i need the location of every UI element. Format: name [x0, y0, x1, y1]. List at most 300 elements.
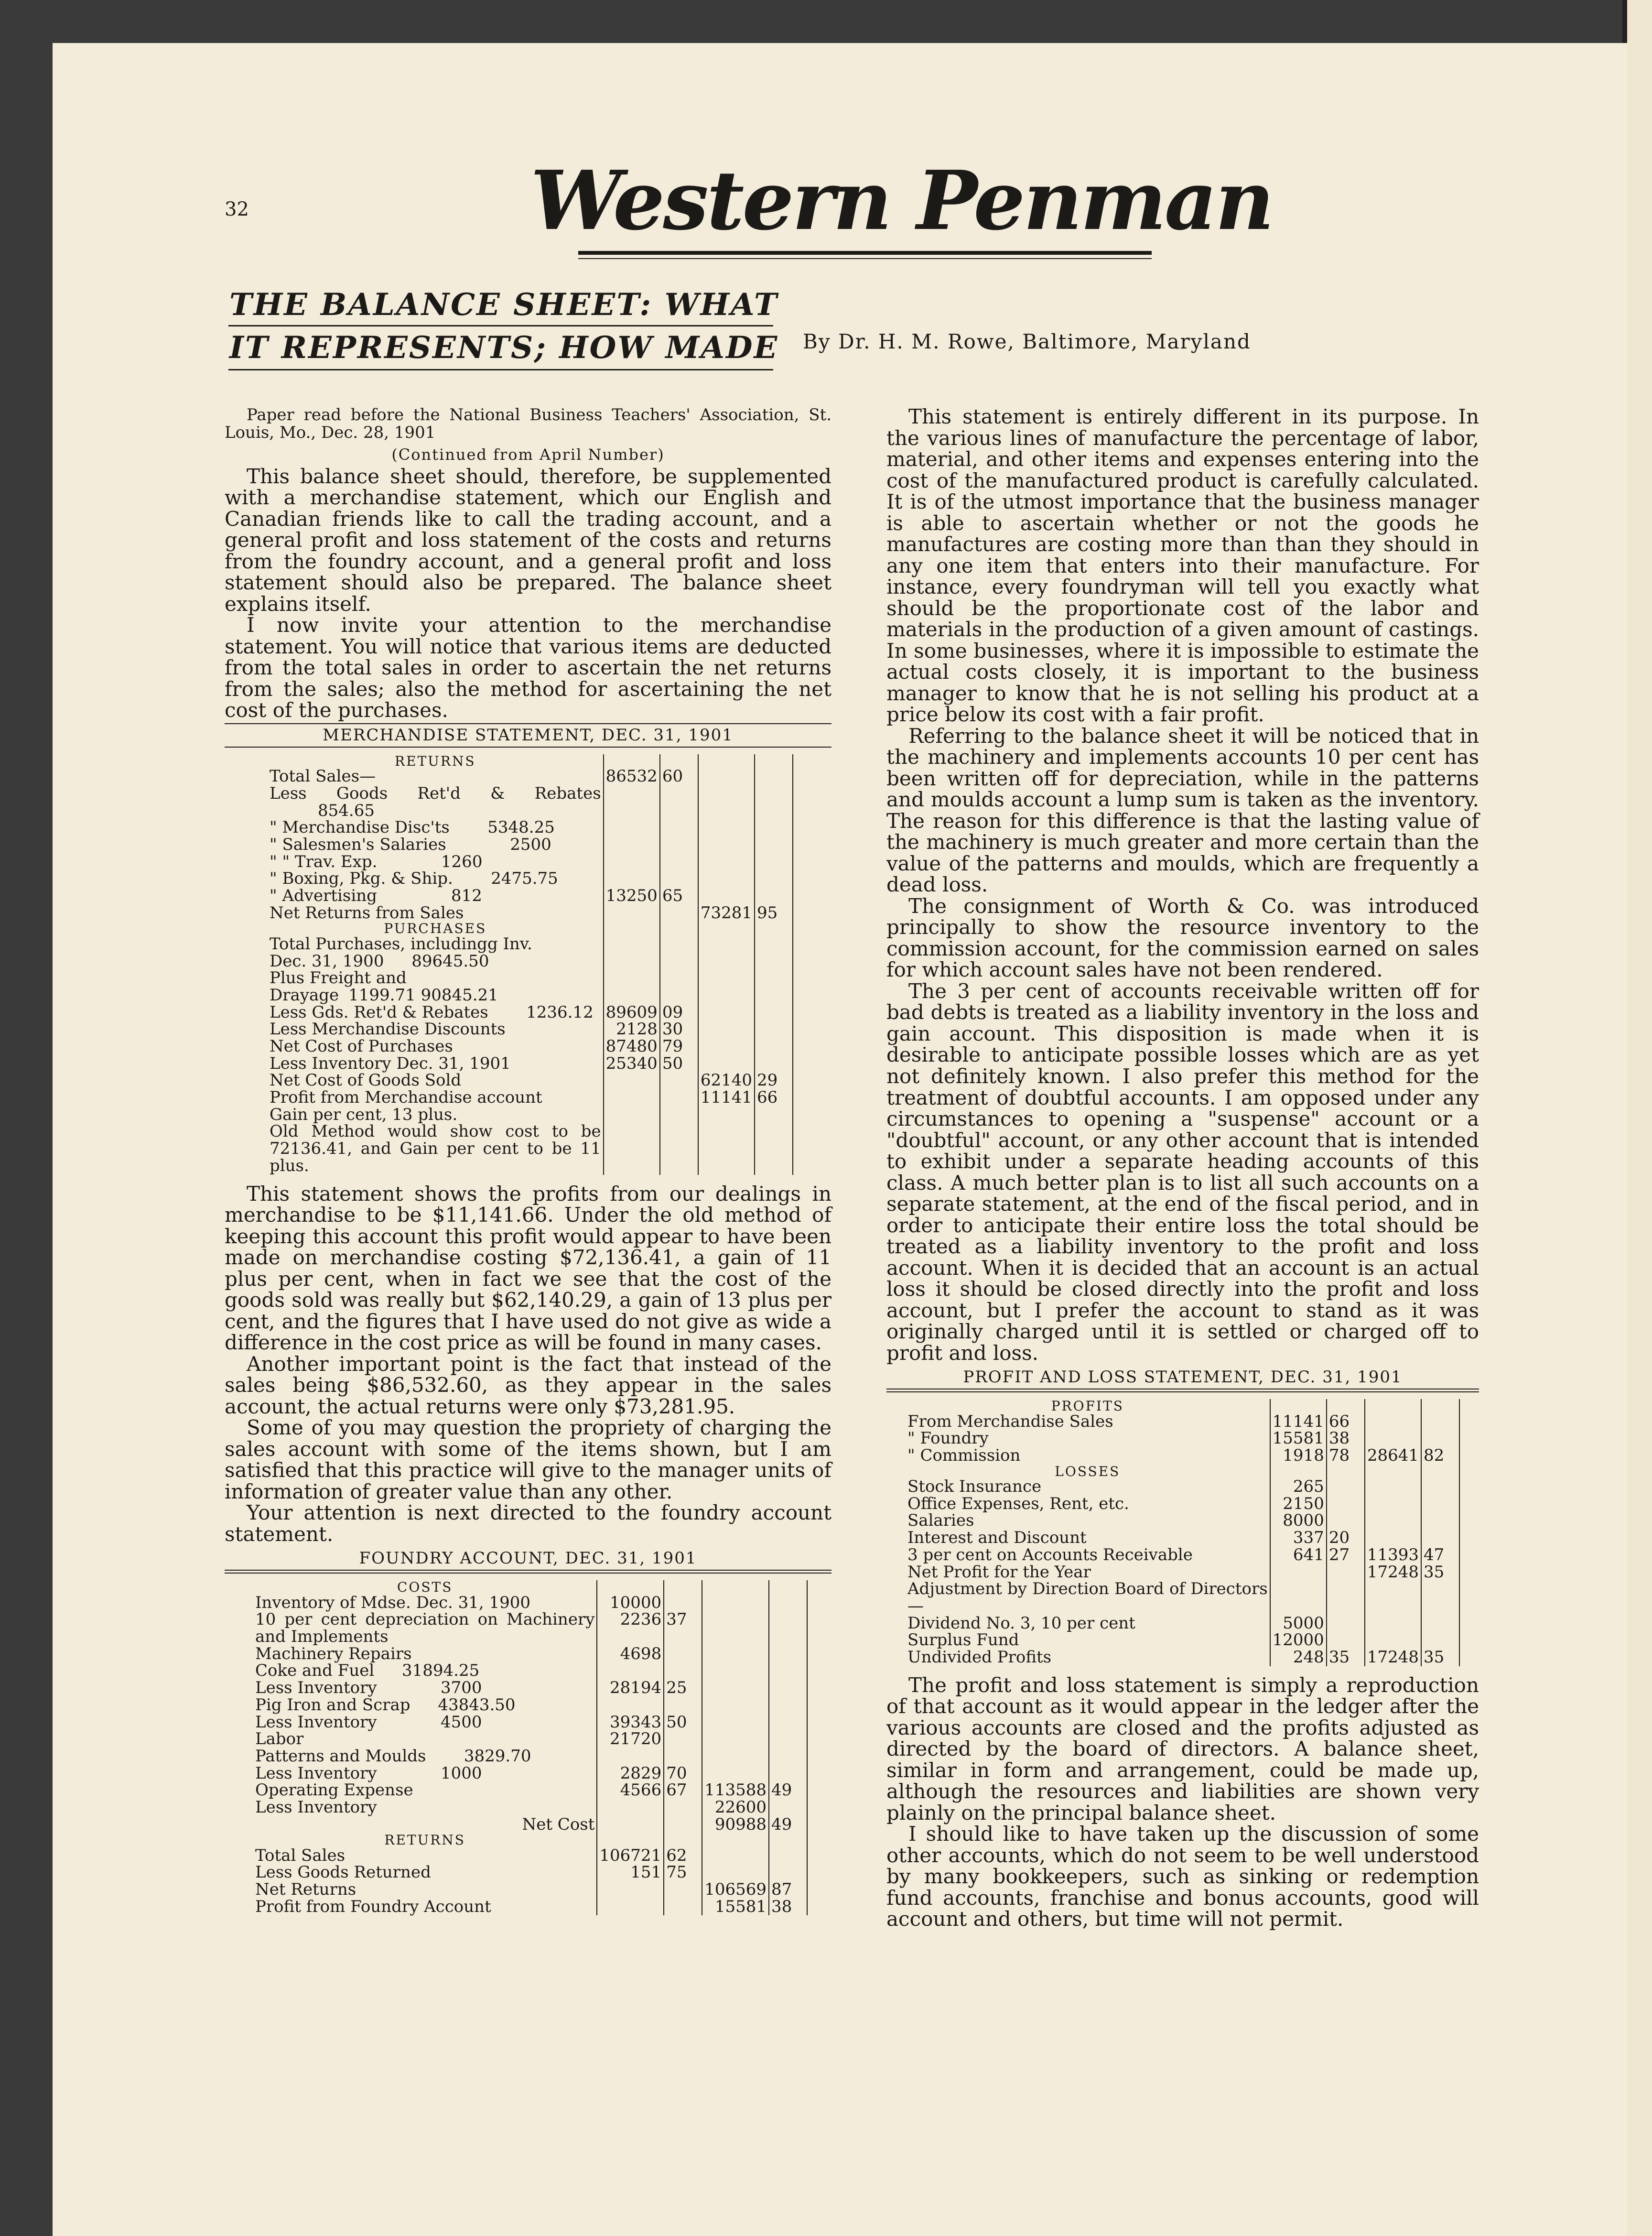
total-cents-cell: 38 [769, 1899, 807, 1916]
left-paragraphs-2 [225, 1183, 831, 1545]
table-row [253, 1611, 807, 1645]
table-row [268, 1004, 793, 1021]
amount-cell [1270, 1399, 1327, 1413]
table-row [268, 870, 793, 888]
amount-cell: 89609 [604, 1004, 660, 1021]
row-label: Adjustment by Direction Board of Directors— [907, 1579, 1268, 1616]
amount-cell [604, 987, 660, 1004]
total-cell [698, 1123, 755, 1174]
table-row [906, 1632, 1459, 1649]
cents-cell [660, 953, 698, 970]
amount-cell: 4566 [597, 1782, 664, 1799]
row-label: Stock Insurance [907, 1477, 1042, 1497]
cents-cell [660, 1089, 698, 1107]
total-cents-cell [755, 936, 793, 953]
amount-cell: 2128 [604, 1021, 660, 1038]
row-description [253, 1662, 597, 1680]
row-subamount: 2500 [510, 835, 551, 855]
cents-cell [660, 922, 698, 935]
total-cell [702, 1611, 769, 1645]
total-cents-cell [769, 1731, 807, 1748]
total-cell [1365, 1512, 1421, 1530]
row-description [253, 1697, 597, 1714]
total-cell [1365, 1478, 1421, 1496]
table-row [268, 836, 793, 854]
cents-cell: 60 [660, 768, 698, 785]
cents-cell [660, 1123, 698, 1174]
total-cell [698, 987, 755, 1004]
row-label: Salaries [907, 1511, 974, 1530]
row-description [253, 1816, 597, 1834]
amount-cell [597, 1580, 664, 1594]
amount-cell: 641 [1270, 1547, 1327, 1564]
total-cell [1365, 1615, 1421, 1632]
row-label: Net Profit for the Year [907, 1562, 1091, 1582]
title-rule [228, 325, 773, 326]
total-cell [702, 1714, 769, 1731]
row-description [268, 1089, 604, 1107]
total-cents-cell [755, 836, 793, 854]
total-cents-cell: 82 [1421, 1447, 1459, 1465]
row-label: Net Returns [255, 1880, 356, 1900]
row-description [268, 953, 604, 970]
row-label: Net Cost [522, 1814, 595, 1834]
section-heading: RETURNS [384, 1832, 465, 1848]
cents-cell: 65 [660, 888, 698, 905]
amount-cell: 106721 [597, 1847, 664, 1865]
row-description [253, 1595, 597, 1612]
cents-cell: 27 [1327, 1547, 1365, 1564]
total-cents-cell [769, 1864, 807, 1881]
total-cell: 15581 [702, 1899, 769, 1916]
row-description [253, 1714, 597, 1731]
section-heading: RETURNS [395, 753, 476, 769]
amount-cell [604, 870, 660, 888]
total-cents-cell [769, 1799, 807, 1816]
amount-cell: 12000 [1270, 1632, 1327, 1649]
row-description [268, 819, 604, 836]
cents-cell [1327, 1512, 1365, 1530]
amount-cell: 2236 [597, 1611, 664, 1645]
row-description [906, 1564, 1270, 1581]
total-cents-cell [755, 1107, 793, 1124]
row-label: Less Inventory [255, 1763, 377, 1783]
paragraph: I now invite your attention to the merchandise statement. You will notice that various items are deducted from the total sales in order to ascertain the net returns from the sales; also the method for ascertaining the net cost of the purchases. [225, 613, 831, 722]
amount-cell [1270, 1564, 1327, 1581]
total-cents-cell [769, 1595, 807, 1612]
total-cell [698, 870, 755, 888]
amount-cell: 13250 [604, 888, 660, 905]
amount-cell [1270, 1581, 1327, 1615]
row-label: Less Goods Ret'd & Rebates [270, 783, 601, 803]
row-description [268, 768, 604, 785]
total-cell [1365, 1632, 1421, 1649]
cents-cell: 09 [660, 1004, 698, 1021]
cents-cell [664, 1580, 702, 1594]
paragraph: Your attention is next directed to the foundry account statement. [225, 1501, 831, 1546]
row-label: Surplus Fund [907, 1630, 1019, 1650]
cents-cell [660, 987, 698, 1004]
total-cents-cell [1421, 1413, 1459, 1431]
amount-cell [597, 1748, 664, 1765]
total-cell: 11393 [1365, 1547, 1421, 1564]
row-description [253, 1646, 597, 1663]
total-cents-cell [769, 1662, 807, 1680]
total-cell: 90988 [702, 1816, 769, 1834]
amount-cell [604, 754, 660, 768]
table-row [253, 1864, 807, 1881]
table-row [906, 1581, 1459, 1615]
paragraph: Another important point is the fact that instead of the sales being $86,532.60, as they appear in the sales account, the actual returns were only $73,281.95. [225, 1352, 831, 1418]
total-cents-cell [755, 1021, 793, 1038]
row-description [906, 1530, 1270, 1547]
row-label: Inventory of Mdse. Dec. 31, 1900 [255, 1593, 531, 1612]
row-label: Net Cost of Purchases [270, 1037, 453, 1056]
total-cents-cell: 95 [755, 905, 793, 922]
total-cell [702, 1731, 769, 1748]
total-cell: 22600 [702, 1799, 769, 1816]
row-label: " Salesmen's Salaries [270, 835, 446, 855]
total-cell [698, 922, 755, 935]
amount-cell: 265 [1270, 1478, 1327, 1496]
total-cents-cell: 29 [755, 1072, 793, 1089]
total-cell [702, 1864, 769, 1881]
total-cents-cell [769, 1748, 807, 1765]
total-cell [698, 1107, 755, 1124]
row-subamount: 3829.70 [464, 1746, 531, 1766]
cents-cell [660, 785, 698, 819]
amount-cell [604, 1072, 660, 1089]
cents-cell: 25 [664, 1680, 702, 1697]
amount-cell: 25340 [604, 1055, 660, 1073]
total-cents-cell [755, 1004, 793, 1021]
row-label: Drayage [270, 985, 339, 1005]
section-heading-row [906, 1465, 1459, 1478]
total-cents-cell [755, 970, 793, 987]
cents-cell [1327, 1496, 1365, 1513]
row-label: Old Method would show cost to be 72136.41, and Gain per cent to be 11 plus. [270, 1122, 601, 1175]
total-cents-cell [769, 1697, 807, 1714]
section-heading: PURCHASES [384, 921, 487, 937]
row-description [268, 987, 604, 1004]
total-cell [1365, 1530, 1421, 1547]
total-cents-cell [1421, 1399, 1459, 1413]
row-label: Gain per cent, 13 plus. [270, 1105, 458, 1124]
row-label: " Merchandise Disc'ts [270, 818, 450, 837]
row-description [253, 1611, 597, 1645]
table-row [268, 1055, 793, 1073]
table-row [268, 936, 793, 953]
total-cell [702, 1847, 769, 1865]
profit-loss-table [906, 1399, 1460, 1666]
foundry-account-table [253, 1580, 808, 1915]
right-paragraphs-2 [886, 1675, 1479, 1930]
cents-cell: 62 [664, 1847, 702, 1865]
row-label: Profit from Foundry Account [255, 1897, 491, 1916]
table-row [268, 1021, 793, 1038]
total-cents-cell [769, 1714, 807, 1731]
amount-cell: 39343 [597, 1714, 664, 1731]
amount-cell [597, 1816, 664, 1834]
table-row [268, 987, 793, 1004]
row-label: Plus Freight and [270, 968, 407, 988]
total-cents-cell [769, 1765, 807, 1782]
total-cents-cell [769, 1847, 807, 1865]
row-label: " Commission [907, 1446, 1021, 1465]
cents-cell [664, 1662, 702, 1680]
row-description [268, 870, 604, 888]
table-row [253, 1847, 807, 1865]
total-cell [702, 1646, 769, 1663]
amount-cell: 10000 [597, 1595, 664, 1612]
amount-cell: 151 [597, 1864, 664, 1881]
row-subamount: 1000 [441, 1763, 482, 1783]
row-description [906, 1413, 1270, 1431]
amount-cell [604, 1123, 660, 1174]
total-cell: 17248 [1365, 1564, 1421, 1581]
total-cents-cell [755, 854, 793, 871]
cents-cell [660, 905, 698, 922]
amount-cell: 4698 [597, 1646, 664, 1663]
cents-cell: 67 [664, 1782, 702, 1799]
paragraph: This statement is entirely different in its purpose. In the various lines of manufacture the percentage of labor, material, and other items and expenses entering into the cost of the manufactured product is carefully calculated. It is of the utmost importance that the business manager is able to ascertain whether or not the goods he manufactures are costing more than than they should in any one item that enters into their manufacture. For instance, every foundryman will tell you exactly what should be the proportionate cost of the labor and materials in the production of a given amount of castings. In some businesses, where it is impossible to estimate the actual costs closely, it is important to the business manager to know that he is not selling his product at a price below its cost with a fair profit. [886, 405, 1479, 727]
total-cell [1365, 1465, 1421, 1478]
cents-cell [664, 1881, 702, 1899]
cents-cell: 37 [664, 1611, 702, 1645]
amount-cell: 337 [1270, 1530, 1327, 1547]
article-title-line1: THE BALANCE SHEET: WHAT [229, 287, 778, 323]
table-row [906, 1413, 1459, 1431]
total-cents-cell [755, 819, 793, 836]
row-description [268, 1072, 604, 1089]
table-row [268, 1123, 793, 1174]
total-cents-cell: 87 [769, 1881, 807, 1899]
total-cents-cell: 35 [1421, 1564, 1459, 1581]
article-title-line2: IT REPRESENTS; HOW MADE [229, 330, 779, 366]
table-row [906, 1564, 1459, 1581]
table-row [906, 1430, 1459, 1447]
total-cell [702, 1680, 769, 1697]
table-row [268, 888, 793, 905]
total-cell [702, 1595, 769, 1612]
row-subamount: 854.65 [318, 801, 375, 820]
amount-cell [604, 970, 660, 987]
row-label: From Merchandise Sales [907, 1411, 1113, 1431]
total-cell [698, 888, 755, 905]
row-subamount: 5348.25 [487, 818, 555, 837]
cents-cell [664, 1697, 702, 1714]
total-cents-cell [1421, 1512, 1459, 1530]
amount-cell [597, 1662, 664, 1680]
amount-cell [604, 836, 660, 854]
total-cell [1365, 1399, 1421, 1413]
row-label: 3 per cent on Accounts Receivable [907, 1545, 1193, 1564]
cents-cell: 79 [660, 1038, 698, 1055]
total-cell [698, 953, 755, 970]
row-description [906, 1615, 1270, 1632]
row-description [253, 1847, 597, 1865]
section-heading: PROFITS [1051, 1398, 1124, 1414]
table-row [268, 1072, 793, 1089]
total-cents-cell: 47 [1421, 1547, 1459, 1564]
byline: By Dr. H. M. Rowe, Baltimore, Maryland [803, 330, 1251, 353]
table-row [906, 1447, 1459, 1465]
total-cell [698, 1038, 755, 1055]
paragraph: The 3 per cent of accounts receivable written off for bad debts is treated as a liability inventory in the loss and gain account. This disposition is made when it is desirable to anticipate possible losses which are as yet not definitely known. I also prefer this method for the treatment of doubtful accounts. I am opposed under any circumstances to opening a "suspense" account or a "doubtful" account, or any other account that is intended to exhibit under a separate heading accounts of this class. A much better plan is to list all such accounts on a separate statement, at the end of the fiscal period, and in order to anticipate their entire loss the total should be treated as a liability inventory to the profit and loss account. When it is decided that an account is an actual loss it should be closed directly into the profit and loss account, but I prefer the account to stand as it was originally charged until it is settled or charged off to profit and loss. [886, 979, 1479, 1365]
row-subamount: 1260 [441, 852, 483, 871]
row-description [906, 1512, 1270, 1530]
cents-cell [660, 819, 698, 836]
amount-cell [604, 854, 660, 871]
total-cell [698, 936, 755, 953]
row-subamount: 89645.50 [411, 951, 489, 971]
table-row [906, 1478, 1459, 1496]
row-label: Less Inventory [255, 1678, 377, 1698]
total-cell [1365, 1496, 1421, 1513]
total-cents-cell [755, 754, 793, 768]
row-description [268, 785, 604, 819]
masthead-underline [578, 251, 1152, 255]
row-description [906, 1547, 1270, 1564]
table-row [253, 1816, 807, 1834]
table-row [268, 1038, 793, 1055]
cents-cell [660, 970, 698, 987]
amount-cell [597, 1881, 664, 1899]
masthead-logo [502, 143, 1273, 268]
table-row [906, 1530, 1459, 1547]
total-cell: 113588 [702, 1782, 769, 1799]
section-heading: LOSSES [1055, 1463, 1121, 1479]
total-cell [698, 1055, 755, 1073]
row-label: " Advertising [270, 886, 377, 906]
total-cell [1365, 1581, 1421, 1615]
amount-cell: 11141 [1270, 1413, 1327, 1431]
continued-note: (Continued from April Number) [391, 445, 665, 464]
cents-cell [660, 854, 698, 871]
table-row [906, 1547, 1459, 1564]
row-label: Less Inventory Dec. 31, 1901 [270, 1053, 511, 1073]
row-label: Net Returns from Sales [270, 903, 464, 923]
amount-cell: 87480 [604, 1038, 660, 1055]
total-cents-cell [1421, 1430, 1459, 1447]
paragraph: I should like to have taken up the discussion of some other accounts, which do not seem to be well understood by many bookkeepers, such as sinking or redemption fund accounts, franchise and bonus accounts, good will account and others, but time will not permit. [886, 1822, 1479, 1931]
row-description [906, 1496, 1270, 1513]
row-description [906, 1632, 1270, 1649]
cents-cell: 70 [664, 1765, 702, 1782]
cents-cell: 35 [1327, 1649, 1365, 1666]
amount-cell [597, 1833, 664, 1847]
row-description [906, 1478, 1270, 1496]
row-subamount: 31894.25 [402, 1661, 480, 1681]
amount-cell [604, 936, 660, 953]
total-cell: 73281 [698, 905, 755, 922]
cents-cell: 75 [664, 1864, 702, 1881]
cents-cell [664, 1799, 702, 1816]
total-cents-cell [755, 768, 793, 785]
row-description [906, 1649, 1270, 1666]
row-description [906, 1447, 1270, 1465]
row-description [268, 970, 604, 987]
section-heading-row [253, 1580, 807, 1594]
profit-loss-caption: PROFIT AND LOSS STATEMENT, DEC. 31, 1901 [963, 1368, 1403, 1387]
total-cell [1365, 1413, 1421, 1431]
cents-cell [1327, 1581, 1365, 1615]
table-row [253, 1595, 807, 1612]
row-label: Total Purchases, includingg Inv. [270, 934, 532, 954]
title-rule [228, 369, 773, 370]
row-label: " Boxing, Pkg. & Ship. [270, 869, 453, 889]
cents-cell: 20 [1327, 1530, 1365, 1547]
table-row [253, 1881, 807, 1899]
row-description [253, 1899, 597, 1916]
row-subamount: 4500 [441, 1712, 482, 1732]
total-cell [698, 819, 755, 836]
total-cents-cell [1421, 1478, 1459, 1496]
cents-cell [664, 1731, 702, 1748]
row-subamount: 3700 [441, 1678, 482, 1698]
row-description [268, 936, 604, 953]
table-row [253, 1899, 807, 1916]
cents-cell [664, 1816, 702, 1834]
total-cents-cell [1421, 1530, 1459, 1547]
right-column [886, 406, 1479, 1930]
total-cents-cell [1421, 1632, 1459, 1649]
table-row [253, 1697, 807, 1714]
row-description [253, 1765, 597, 1782]
table-row [268, 970, 793, 987]
row-label: Less Merchandise Discounts [270, 1020, 506, 1039]
amount-cell [604, 1089, 660, 1107]
row-description [253, 1680, 597, 1697]
row-description [268, 888, 604, 905]
paragraph: The profit and loss statement is simply a reproduction of that account as it would appear in the ledger after the various accounts are closed and the profits adjusted as directed by the board of directors. A balance sheet, similar in form and arrangement, could be made up, although the resources and liabilities are shown very plainly on the principal balance sheet. [886, 1673, 1479, 1824]
table-row [268, 1107, 793, 1124]
row-label: Patterns and Moulds [255, 1746, 426, 1766]
table-row [253, 1748, 807, 1765]
row-label: " Foundry [907, 1429, 989, 1448]
row-label: Pig Iron and Scrap [255, 1695, 410, 1715]
row-description [906, 1581, 1270, 1615]
cents-cell [664, 1646, 702, 1663]
cents-cell: 50 [660, 1055, 698, 1073]
amount-cell [597, 1697, 664, 1714]
paragraph: Some of you may question the propriety of charging the sales account with some of the items shown, but I am satisfied that this practice will give to the manager units of information of greater value than any other. [225, 1416, 831, 1503]
cents-cell: 66 [1327, 1413, 1365, 1431]
table-row [253, 1662, 807, 1680]
total-cents-cell [769, 1680, 807, 1697]
total-cell [698, 970, 755, 987]
total-cell: 106569 [702, 1881, 769, 1899]
total-cents-cell: 49 [769, 1816, 807, 1834]
merchandise-caption: MERCHANDISE STATEMENT, DEC. 31, 1901 [225, 723, 831, 744]
total-cell [698, 768, 755, 785]
total-cents-cell [755, 1038, 793, 1055]
total-cents-cell [1421, 1581, 1459, 1615]
section-heading-row [906, 1399, 1459, 1413]
table-row [268, 854, 793, 871]
cents-cell [1327, 1399, 1365, 1413]
table-row [268, 953, 793, 970]
cents-cell [664, 1748, 702, 1765]
paper-note: Paper read before the National Business Teachers' Association, St. Louis, Mo., Dec. 28, 1901 [225, 405, 831, 443]
table-row [268, 819, 793, 836]
amount-cell: 8000 [1270, 1512, 1327, 1530]
total-cell [698, 785, 755, 819]
row-description [906, 1430, 1270, 1447]
section-heading-row [268, 922, 793, 935]
total-cell [702, 1580, 769, 1594]
right-paragraphs-1 [886, 406, 1479, 1364]
